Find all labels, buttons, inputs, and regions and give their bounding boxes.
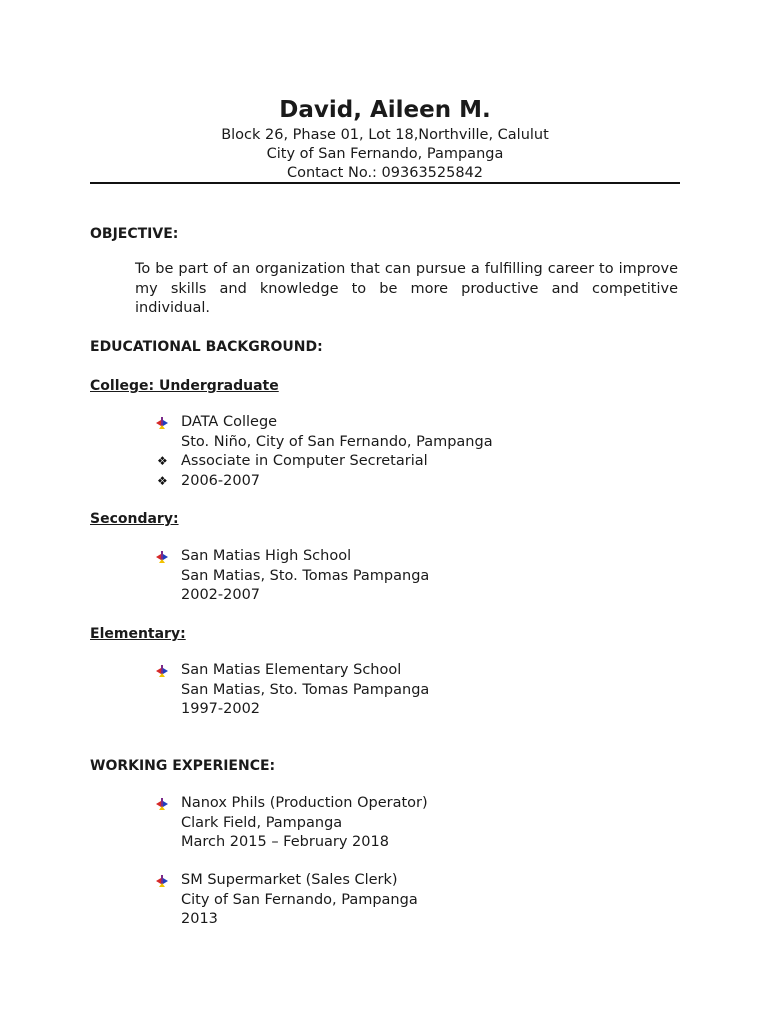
college-school: DATA College <box>181 414 278 430</box>
college-course: Associate in Computer Secretarial <box>181 453 428 469</box>
job-title: SM Supermarket (Sales Clerk) <box>181 872 398 888</box>
job-location: Clark Field, Pampanga <box>181 814 343 831</box>
job-title: Nanox Phils (Production Operator) <box>181 795 428 811</box>
elementary-years: 1997-2002 <box>181 701 261 717</box>
arrow-bullet-icon <box>155 664 169 678</box>
secondary-heading: Secondary: <box>90 511 179 527</box>
college-heading: College: Undergraduate <box>90 378 279 394</box>
diamond-bullet-icon: ❖ <box>157 473 168 488</box>
experience-heading: WORKING EXPERIENCE: <box>90 758 276 774</box>
job-entry <box>155 871 675 930</box>
contact-number: Contact No.: 09363525842 <box>286 165 484 181</box>
college-years: 2006-2007 <box>181 472 261 489</box>
secondary-years: 2002-2007 <box>181 587 261 603</box>
arrow-bullet-icon <box>155 550 169 564</box>
elementary-school: San Matias Elementary School <box>181 662 402 678</box>
address-line-1: Block 26, Phase 01, Lot 18,Northville, Calulut <box>221 127 549 143</box>
elementary-entry <box>155 661 675 720</box>
education-heading: EDUCATIONAL BACKGROUND: <box>90 339 323 355</box>
job-location: City of San Fernando, Pampanga <box>181 891 418 908</box>
elementary-location: San Matias, Sto. Tomas Pampanga <box>181 681 430 698</box>
secondary-location: San Matias, Sto. Tomas Pampanga <box>181 567 430 584</box>
resume-header <box>90 94 680 183</box>
objective-heading: OBJECTIVE: <box>90 226 179 242</box>
job-entry <box>155 794 675 853</box>
diamond-bullet-icon: ❖ <box>157 454 168 468</box>
college-location: Sto. Niño, City of San Fernando, Pampanga <box>181 433 493 450</box>
college-entry <box>155 413 675 491</box>
secondary-school: San Matias High School <box>181 548 352 564</box>
objective-text: To be part of an organization that can pursue a fulfilling career to improve my skills and knowledge to be more productive and competitive individual. <box>135 261 678 316</box>
elementary-heading: Elementary: <box>90 626 186 642</box>
address-line-2: City of San Fernando, Pampanga <box>266 146 504 162</box>
arrow-bullet-icon <box>155 874 169 888</box>
arrow-bullet-icon <box>155 797 169 811</box>
header-divider <box>90 182 680 184</box>
job-period: March 2015 – February 2018 <box>181 834 389 850</box>
applicant-name: David, Aileen M. <box>279 97 491 123</box>
secondary-entry <box>155 547 675 606</box>
arrow-bullet-icon <box>155 416 169 430</box>
job-period: 2013 <box>181 911 218 927</box>
